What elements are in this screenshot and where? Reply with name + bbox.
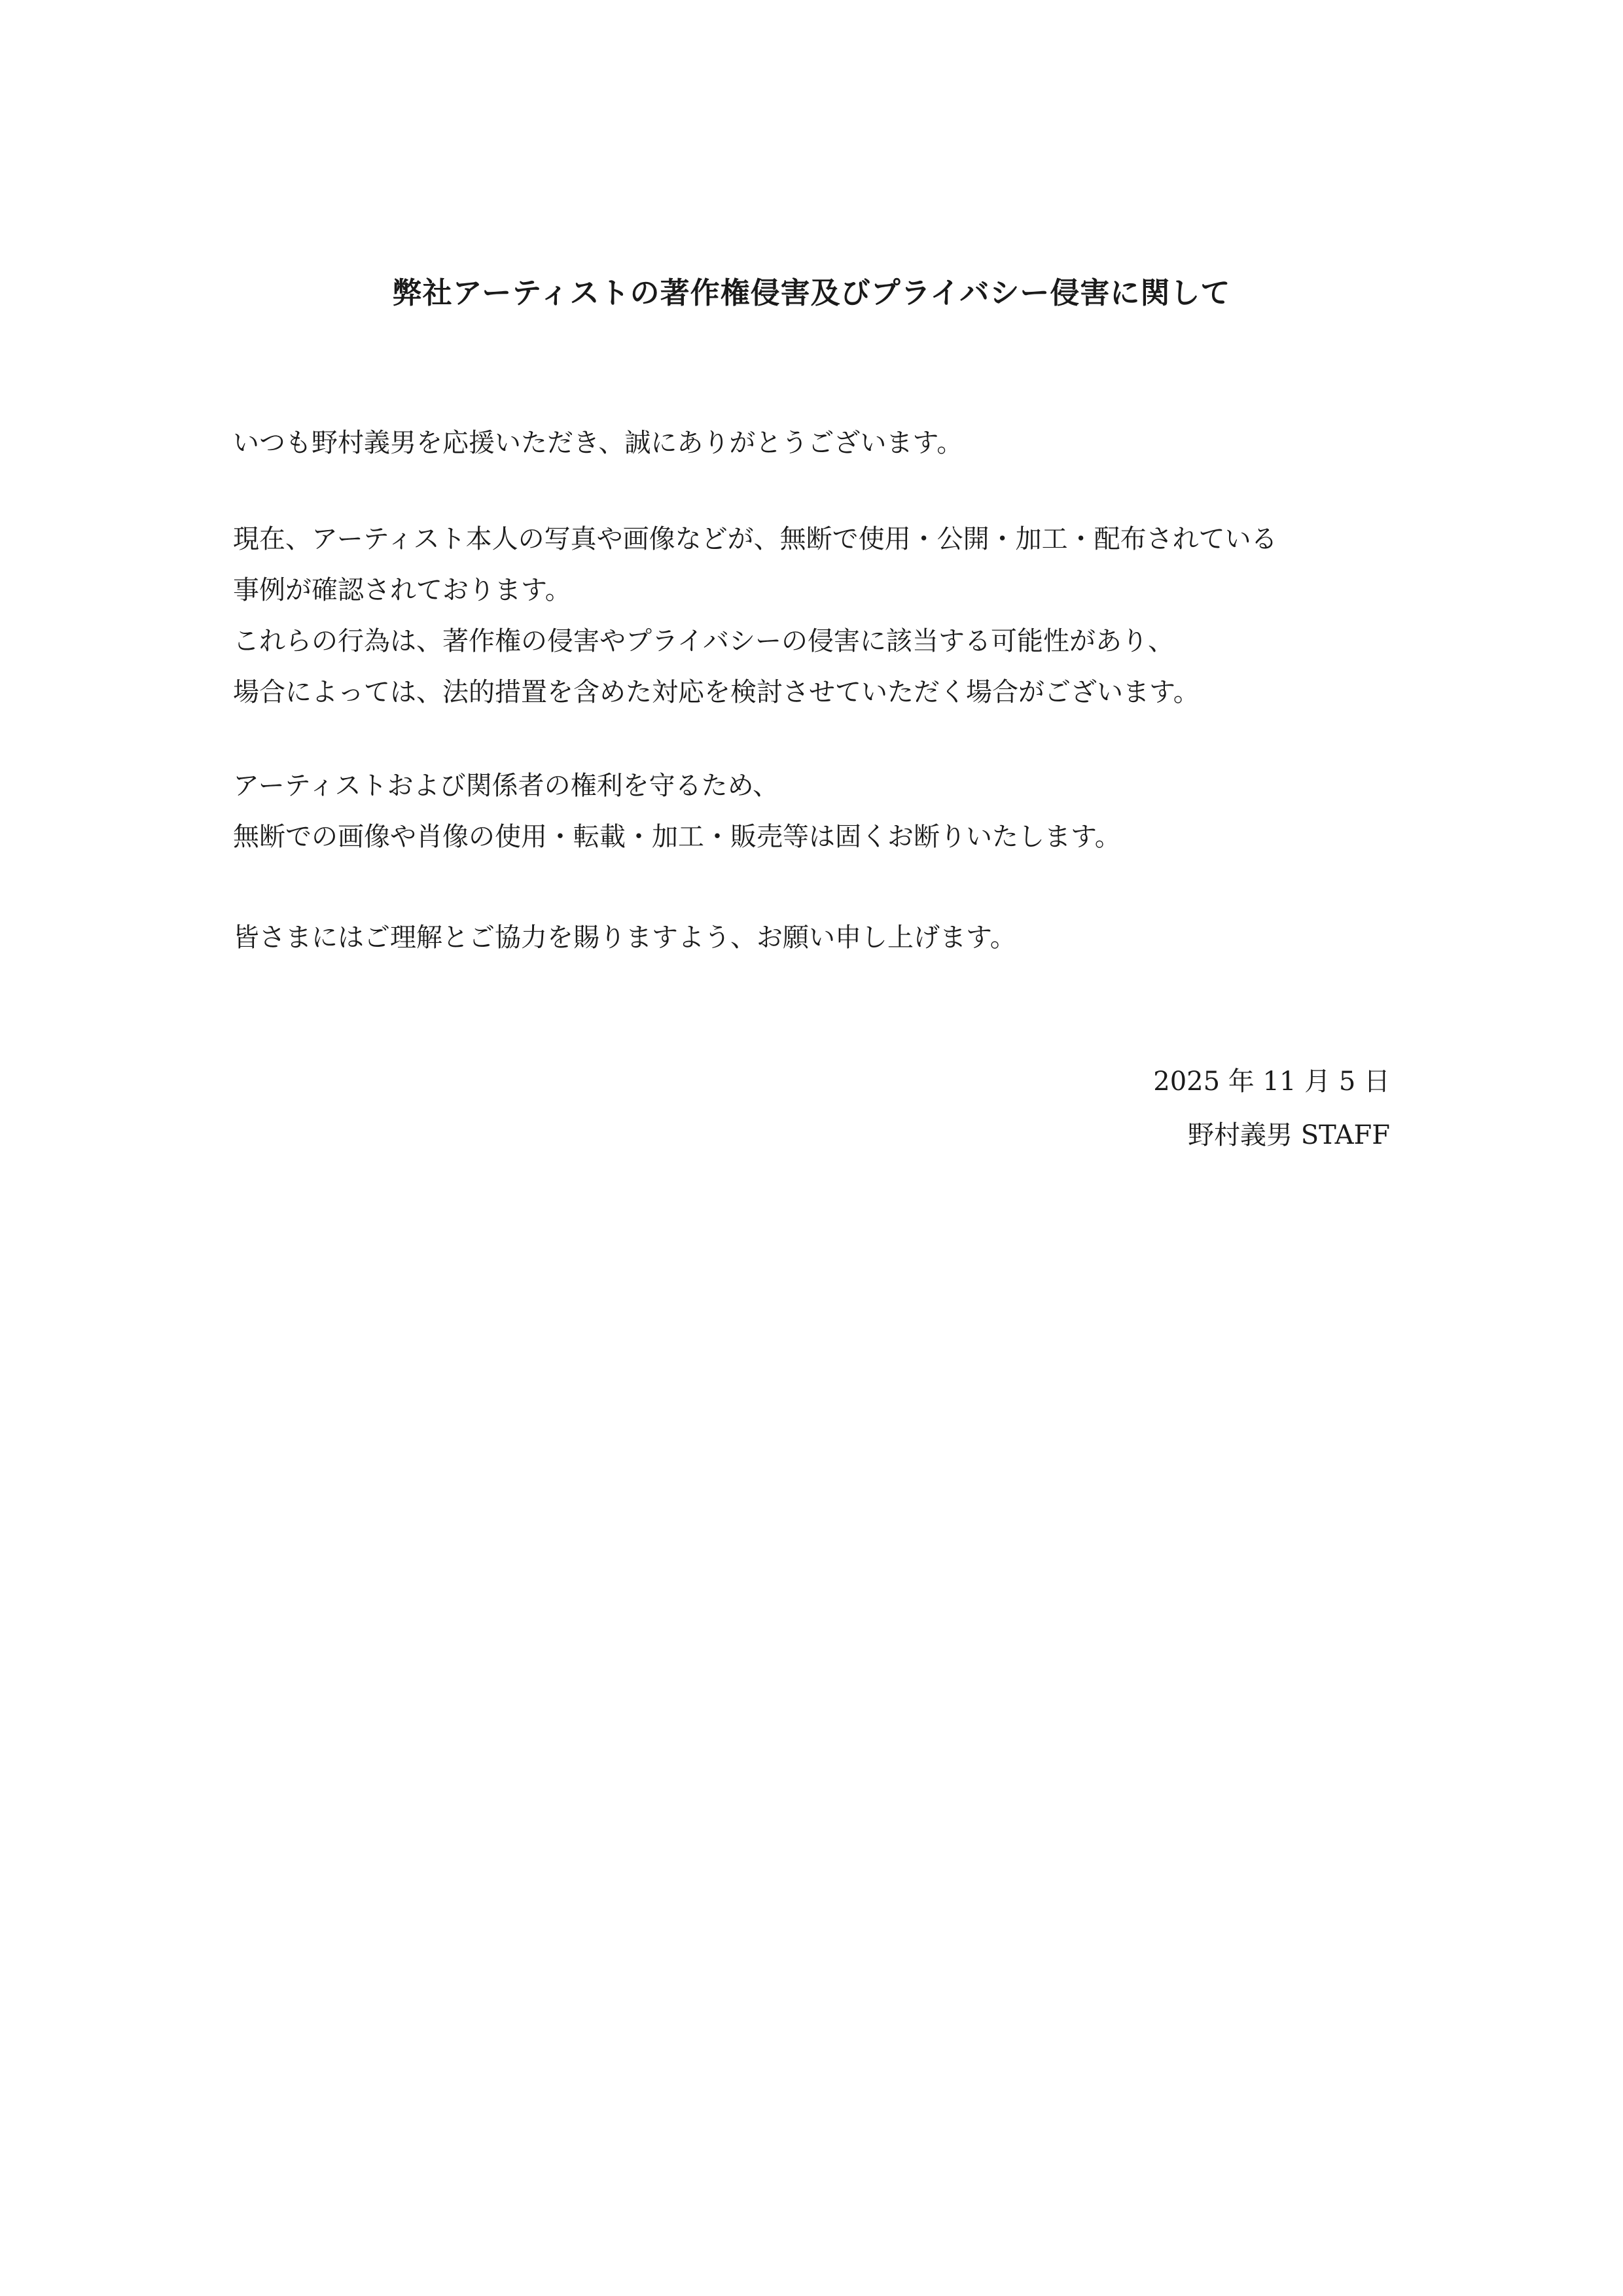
paragraph-rights-protection: [233, 760, 1411, 862]
paragraph-line: 現在、アーティスト本人の写真や画像などが、無断で使用・公開・加工・配布されている: [233, 524, 1277, 554]
document-signature: 野村義男 STAFF: [1187, 1120, 1390, 1150]
signature-block: [1153, 1055, 1390, 1162]
paragraph-closing: [233, 912, 1411, 963]
paragraph-line: アーティストおよび関係者の権利を守るため、: [233, 771, 779, 801]
document-title: 弊社アーティストの著作権侵害及びプライバシー侵害に関して: [392, 275, 1231, 310]
paragraph-line: 皆さまにはご理解とご協力を賜りますよう、お願い申し上げます。: [233, 923, 1016, 953]
paragraph-line: 事例が確認されております。: [233, 575, 571, 605]
paragraph-line: これらの行為は、著作権の侵害やプライバシーの侵害に該当する可能性があり、: [233, 626, 1174, 656]
paragraph-infringement-notice: [233, 514, 1411, 718]
paragraph-line: 無断での画像や肖像の使用・転載・加工・販売等は固くお断りいたします。: [233, 822, 1121, 852]
paragraph-greeting: [233, 417, 1411, 468]
paragraph-line: いつも野村義男を応援いただき、誠にありがとうございます。: [233, 428, 963, 458]
document-date: 2025 年 11 月 5 日: [1153, 1067, 1390, 1097]
paragraph-line: 場合によっては、法的措置を含めた対応を検討させていただく場合がございます。: [233, 677, 1200, 707]
